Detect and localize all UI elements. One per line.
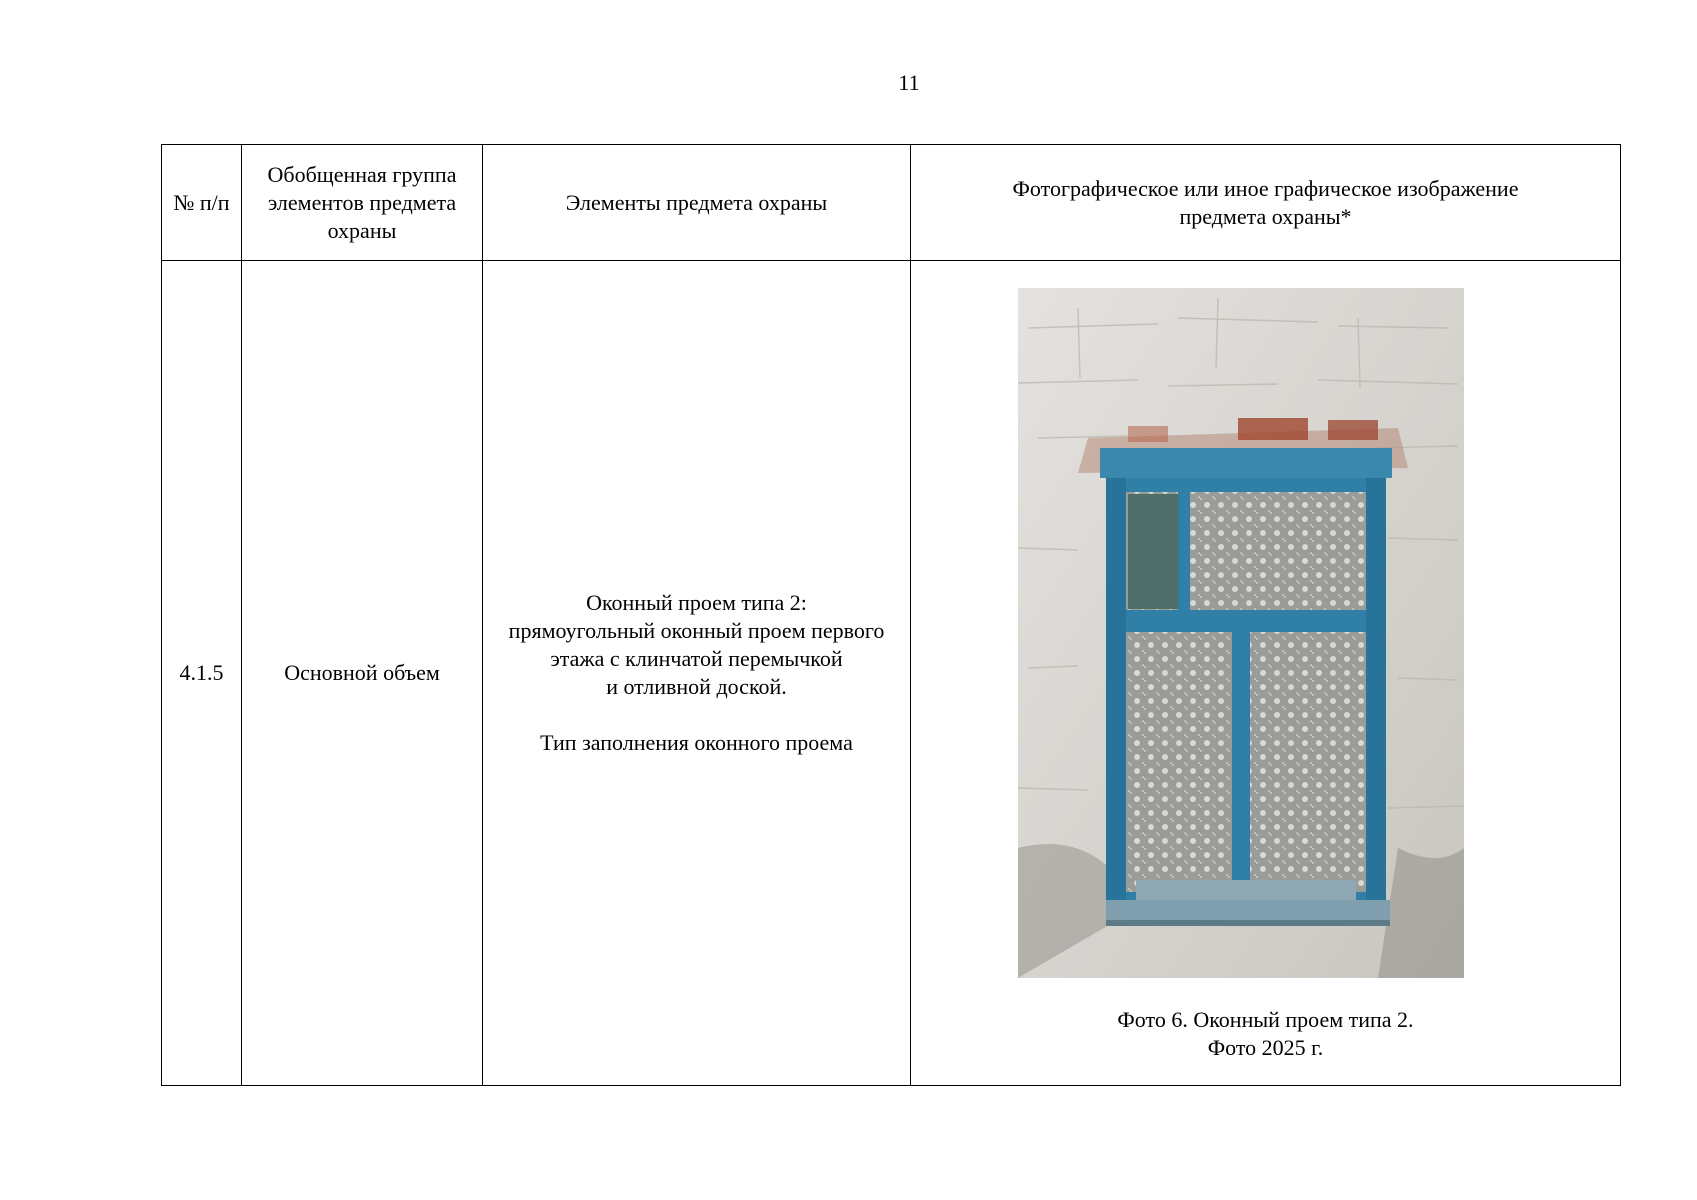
protection-elements-table	[161, 144, 1621, 1086]
window-photo-image	[1018, 288, 1464, 978]
header-elements	[483, 145, 911, 261]
row-elements: Оконный проем типа 2: прямоугольный оконный проем первого этажа с клинчатой перемычкой и отливной доской. Тип заполнения оконного проема	[508, 590, 885, 755]
table-header-row	[162, 145, 1621, 261]
row-num-cell	[162, 261, 242, 1086]
window-photo	[1018, 288, 1464, 978]
header-photo	[911, 145, 1621, 261]
row-elements-cell	[483, 261, 911, 1086]
table-row	[162, 261, 1621, 1086]
header-elements-label: Элементы предмета охраны	[565, 189, 828, 215]
page-number: 11	[898, 70, 920, 95]
photo-caption: Фото 6. Оконный проем типа 2. Фото 2025 г.	[1117, 1007, 1414, 1060]
row-group-cell	[242, 261, 483, 1086]
row-num: 4.1.5	[179, 660, 224, 685]
row-photo-cell	[911, 261, 1621, 1086]
header-group	[242, 145, 483, 261]
header-photo-label: Фотографическое или иное графическое изображение предмета охраны*	[1012, 175, 1519, 229]
header-num	[162, 145, 242, 261]
row-group: Основной объем	[284, 660, 440, 685]
header-num-label: № п/п	[173, 189, 230, 215]
header-group-label: Обобщенная группа элементов предмета охраны	[267, 161, 457, 243]
